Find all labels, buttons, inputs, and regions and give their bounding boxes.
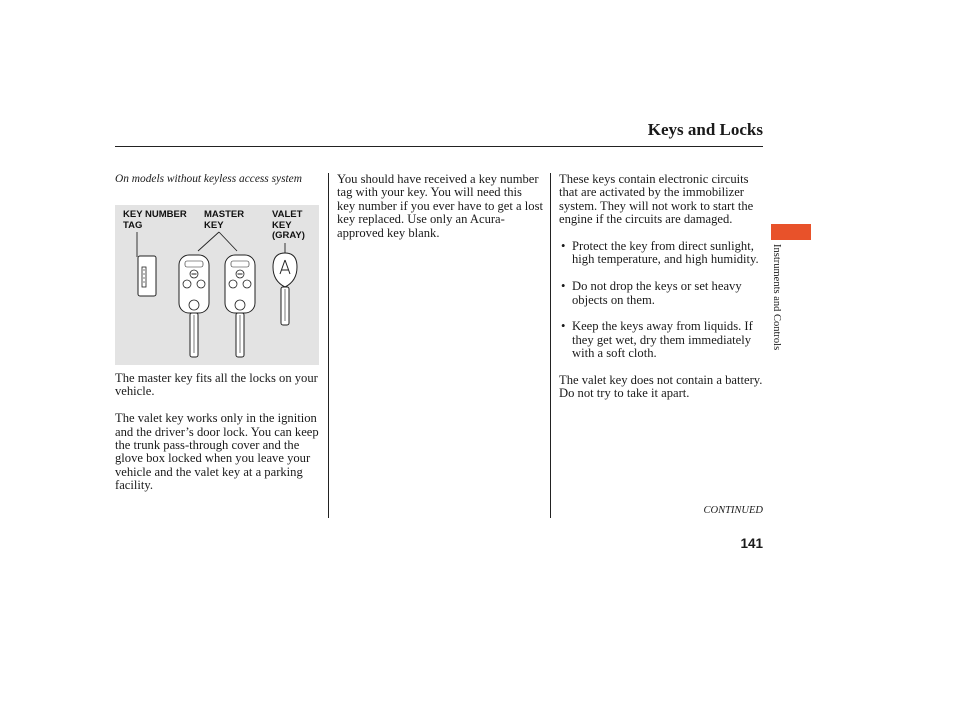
list-item: • Protect the key from direct sunlight, high temperature, and high humidity. xyxy=(561,239,759,267)
page-title: Keys and Locks xyxy=(647,120,763,139)
page-number: 141 xyxy=(740,536,763,551)
section-tab xyxy=(771,224,811,240)
valet-key-label: VALET KEY (GRAY) xyxy=(272,209,305,241)
master-key-icon xyxy=(225,255,255,357)
keys-illustration xyxy=(115,205,319,365)
column-2 xyxy=(337,173,543,253)
paragraph: The valet key does not contain a battery. Do not try to take it apart. xyxy=(559,373,763,401)
key-number-tag-icon xyxy=(138,256,156,296)
paragraph: The valet key works only in the ignition and the driver’s door lock. You can keep the trunk pass-through cover and the glove box locked when you leave your vehicle and the valet key at a parking facility. xyxy=(115,411,319,493)
paragraph: You should have received a key number tag with your key. You will need this key number if you ever have to get a lost key replaced. Use only an Acura-approved key blank. xyxy=(337,172,543,240)
column-1 xyxy=(115,173,325,187)
continued-label: CONTINUED xyxy=(703,505,763,516)
header-rule xyxy=(115,146,763,147)
list-item: • Keep the keys away from liquids. If they get wet, dry them immediately with a soft cloth. xyxy=(561,319,753,361)
keys-figure xyxy=(115,205,319,365)
valet-key-icon xyxy=(273,253,297,325)
column-divider xyxy=(328,173,329,518)
paragraph: The master key fits all the locks on your vehicle. xyxy=(115,371,318,399)
care-list xyxy=(559,240,763,361)
column-3 xyxy=(559,173,763,414)
section-name: Instruments and Controls xyxy=(771,244,782,351)
column-divider xyxy=(550,173,551,518)
key-number-tag-label: KEY NUMBER TAG xyxy=(123,209,187,231)
column-1-body xyxy=(115,372,323,506)
paragraph: These keys contain electronic circuits that are activated by the immobilizer system. They will not work to start the engine if the circuits are damaged. xyxy=(559,172,754,227)
list-item: • Do not drop the keys or set heavy objects on them. xyxy=(561,279,742,307)
figure-caption: On models without keyless access system xyxy=(115,173,302,185)
master-key-icon xyxy=(179,255,209,357)
section-side-label xyxy=(770,244,784,374)
master-key-label: MASTER KEY xyxy=(204,209,245,231)
